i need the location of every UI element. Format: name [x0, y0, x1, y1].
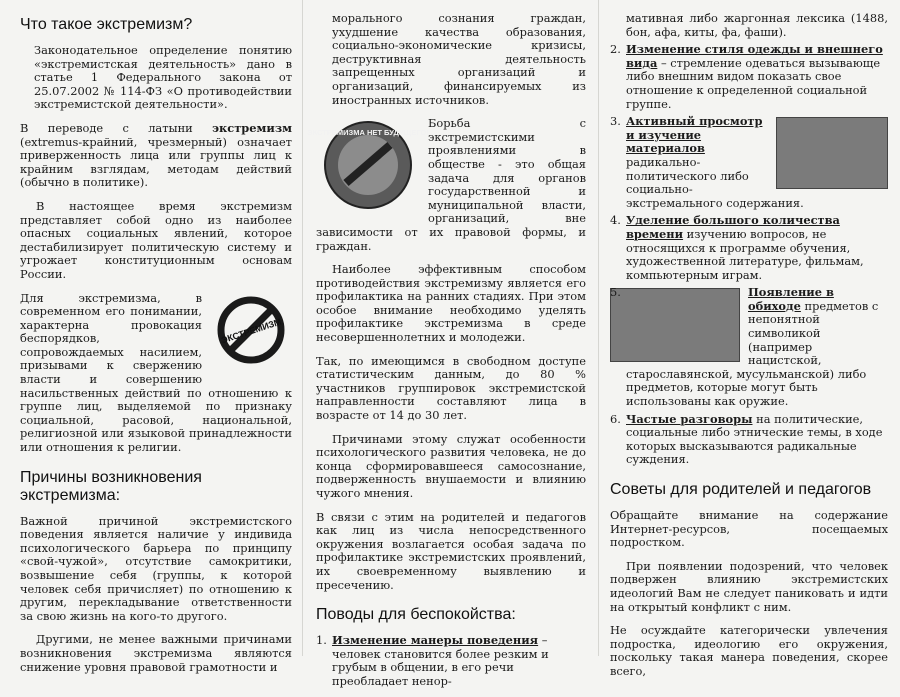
item-number: 2. — [610, 42, 621, 57]
legal-definition: Законодательное определение понятию «экстремистская деятельность» дано в статье 1 Федерального закона от 25.07.2002 № 114-ФЗ «О противодействии экстремистской деятельности». — [34, 43, 292, 112]
advice-no-panic: При появлении подозрений, что человек подвержен влиянию экстремистских идеологий Вам не следует паниковать и идти на открытый конфликт с ним. — [610, 558, 888, 614]
heading-advice: Советы для родителей и педагогов — [610, 481, 872, 498]
other-causes: Другими, не менее важными причинами возникновения экстремизма являются снижение уровня правовой грамотности и — [20, 632, 292, 674]
heading-causes: Причины возникновения экстремизма: — [20, 468, 202, 504]
column-right — [610, 12, 888, 689]
no-extremism-logo — [210, 294, 292, 370]
badge-text: ЭКСТРЕМИЗМА НЕТ БУДУЩЕГО! — [307, 128, 429, 138]
advice-internet: Обращайте внимание на содержание Интернет-ресурсов, посещаемых подростком. — [610, 508, 888, 550]
continued-item: мативная либо жаргонная лексика (1488, бон, афа, киты, фа, фаши). — [626, 11, 888, 39]
latin-word: экстремизм — [212, 120, 292, 135]
item-number: 6. — [610, 411, 621, 426]
photo-youth-crowd — [610, 285, 740, 362]
item-text: радикально-политического либо социально-экстремального содержания. — [626, 154, 804, 210]
concern-item — [610, 286, 888, 408]
concern-list — [316, 634, 586, 688]
item-title: Активный просмотр и изучение материалов — [626, 114, 763, 156]
reasons-paragraph: Причинами этому служат особенности психологического развития человека, не до конца сформировавшееся самосознание, подверженность внушаемости и влиянию чужого мнения. — [316, 431, 586, 500]
item-text: – стремление одеваться вызывающе либо внешним видом показать свое отношение к определенной социальной группе. — [626, 55, 881, 111]
photo-hooded-person-laptop — [776, 117, 888, 189]
item-number: 4. — [610, 213, 621, 228]
fight-paragraph: Борьба с экстремистскими проявлениями в обществе - это общая задача для органов государственной и муниципальной власти, организаций, вне зависимости от их правовой формы, и граждан. — [316, 116, 586, 253]
fold-line — [302, 0, 303, 656]
heading-concern: Поводы для беспокойства: — [316, 606, 516, 624]
concern-item — [610, 115, 888, 210]
concern-item — [610, 413, 888, 467]
logo-text: ЭКСТРЕМИЗМ — [219, 316, 283, 345]
item-number: 3. — [610, 114, 621, 129]
parents-paragraph: В связи с этим на родителей и педагогов как лиц из числа непосредственного окружения возлагается особая задача по профилактике экстремистских проявлений, их своевременному выявлению и пресечению. — [316, 509, 586, 592]
column-left — [20, 12, 292, 684]
concern-item — [610, 43, 888, 111]
modern-paragraph: Для экстремизма, в современном его понимании, характерна провокация беспорядков, сопровождаемых насилием, призывами к свержению власти и совершению насильственных действий по отношению к группе лиц, выделяемой по признаку социальной, расовой, национальной, религиозной или языковой принадлежности или отношения к религии. — [20, 290, 292, 455]
item-text: – человек становится более резким и грубым в общении, в его речи преобладает ненор- — [332, 633, 549, 688]
concern-item — [610, 214, 888, 282]
advice-no-condemn: Не осуждайте категорически увлечения подростка, идеологию его окружения, поскольку такая манера поведения, скорее всего, — [610, 623, 888, 678]
column-middle — [307, 11, 586, 697]
item-title: Изменение манеры поведения — [332, 633, 539, 648]
concern-list-continued — [610, 43, 888, 467]
latin-pre: В переводе с латыни — [20, 120, 213, 135]
item-title: Появление в обиходе — [748, 285, 834, 313]
heading-what-is-extremism: Что такое экстремизм? — [20, 16, 193, 33]
item-title: Изменение стиля одежды и внешнего вида — [626, 42, 883, 70]
statistics-paragraph: Так, по имеющимся в свободном доступе статистическим данным, до 80 % участников группировок экстремистской направленности составляют лица в возрасте от 14 до 30 лет. — [316, 353, 586, 423]
item-text: предметов с непонятной символикой (например нацистской, старославянской, мусульманской) либо предметов, которые могут быть использованы как оружие. — [626, 298, 879, 409]
item-text: изучению вопросов, не относящихся к программе обучения, художественной литературе, фильмам, компьютерным играм. — [626, 226, 864, 282]
prevention-paragraph: Наиболее эффективным способом противодействия экстремизму является его профилактика на ранних стадиях. При этом особое внимание необходимо уделять профилактике экстремизма в среде несовершеннолетних и молодежи. — [316, 262, 586, 345]
continued-causes: морального сознания граждан, ухудшение качества образования, социально-экономические кризисы, деструктивная деятельность запрещенных организаций и организаций, финансируемых из иностранных источников. — [332, 11, 586, 107]
danger-paragraph: В настоящее время экстремизм представляет собой одно из наиболее опасных социальных явлений, которое дестабилизирует политическую систему и угрожает конституционным основам России. — [20, 198, 292, 281]
item-number: 1. — [316, 633, 327, 648]
latin-definition — [20, 122, 292, 190]
item-number: 5. — [610, 285, 621, 300]
item-title: Уделение большого количества времени — [626, 213, 840, 241]
item-text: на политические, социальные либо этнические темы, в ходе которых высказываются радикальные суждения. — [626, 411, 883, 467]
item-title: Частые разговоры — [626, 411, 753, 426]
main-cause: Важной причиной экстремистского поведения является наличие у индивида психологического барьера по принципу «свой-чужой», отсутствие самокритики, возвышение себя (группы, к которой человек себя причисляет) по отношению к другим, перекладывание ответственности за свою жизнь на кого-то другого. — [20, 513, 292, 623]
latin-post: (extremus-крайний, чрезмерный) означает приверженность лица или группы лиц к крайним взглядам, методам действий (обычно в политике). — [20, 134, 292, 190]
no-future-badge — [307, 119, 429, 215]
concern-item — [316, 634, 586, 688]
fold-line — [598, 0, 599, 656]
